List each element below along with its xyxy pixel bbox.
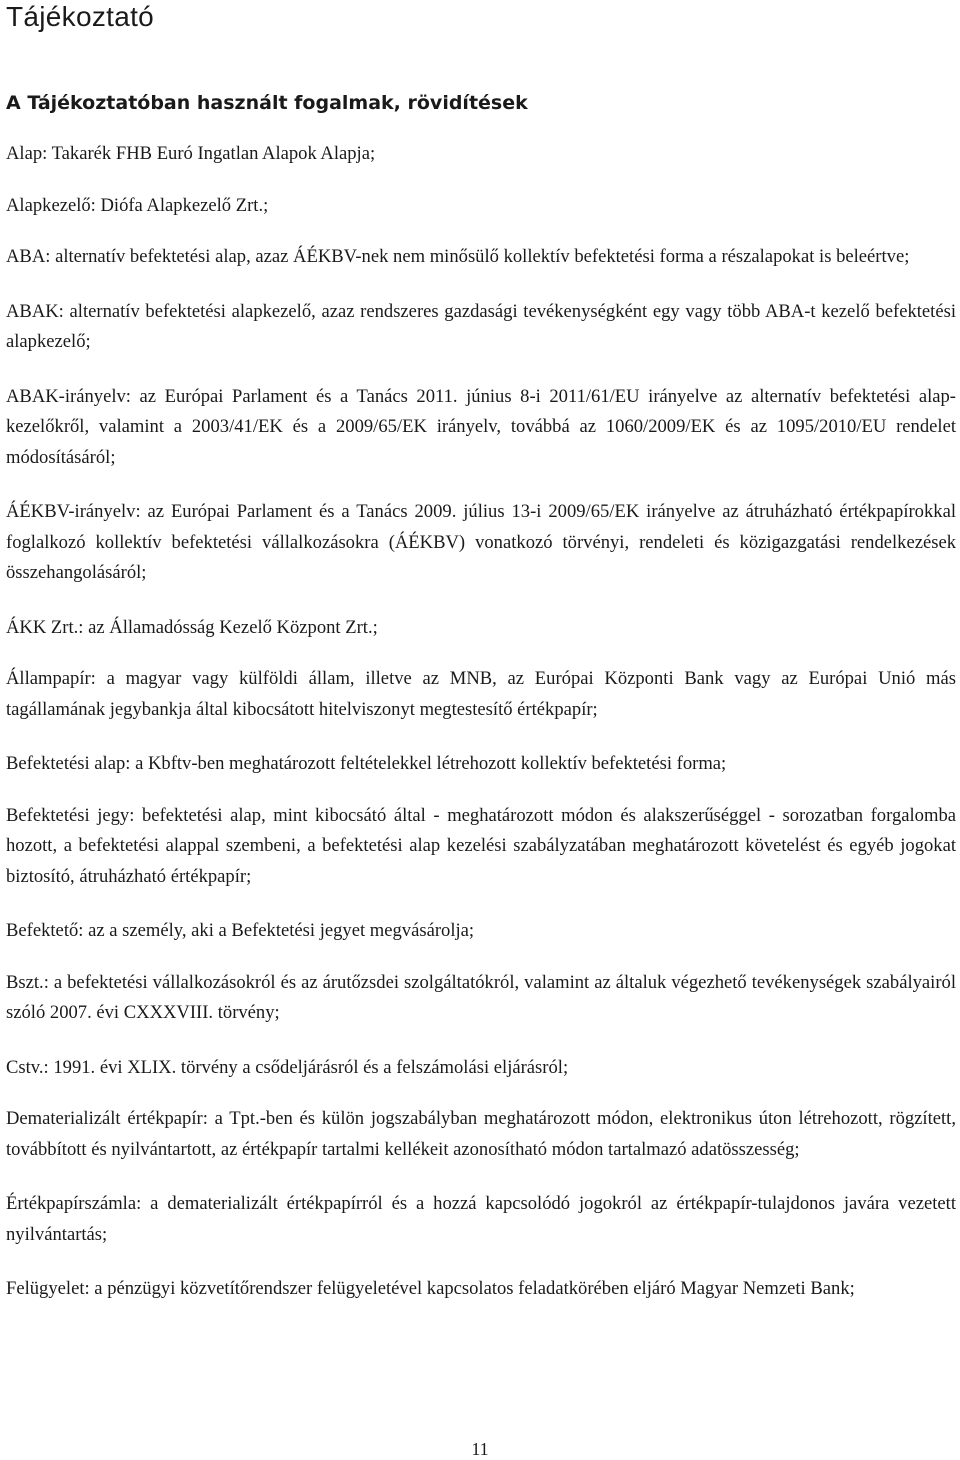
definition-akk: ÁKK Zrt.: az Államadósság Kezelő Központ Zrt.; bbox=[6, 616, 378, 638]
definition-aba: ABA: alternatív befektetési alap, azaz ÁÉKBV-nek nem minősülő kollektív befektetési forma a részalapokat is beleértve; bbox=[6, 246, 910, 267]
definition-dematerializalt-ertekpapir: Dematerializált értékpapír: a Tpt.-ben és külön jogszabályban meghatározott módon, elektronikus úton létrehozott, rögzített, továbbított és nyilvántartott, az értékpapír tartalmi kellékeit azonosítható módon tartalmazó adatösszesség; bbox=[6, 1108, 956, 1160]
definition-aekbv-iranyelv: ÁÉKBV-irányelv: az Európai Parlament és a Tanács 2009. július 13-i 2009/65/EK irányelve az átruházható értékpapírokkal foglalkozó kollektív befektetési vállalkozásokra (ÁÉKBV) vonatkozó törvényi, rendeleti és közigazgatási rendelkezések összehangolásáról; bbox=[6, 501, 956, 583]
definition-alap: Alap: Takarék FHB Euró Ingatlan Alapok Alapja; bbox=[6, 143, 376, 164]
definition-abak-iranyelv: ABAK-irányelv: az Európai Parlament és a Tanács 2011. június 8-i 2011/61/EU irányelve az alternatív befektetési alap-kezelőkről, valamint a 2003/41/EK és a 2009/65/EK irányelv, továbbá az 1060/2009/EK és az 1095/2010/EU rendelet módosításáról; bbox=[6, 385, 956, 468]
definition-ertekpapirszamla: Értékpapírszámla: a dematerializált értékpapírról és a hozzá kapcsolódó jogokról az értékpapír-tulajdonos javára vezetett nyilvántartás; bbox=[6, 1193, 956, 1245]
section-heading: A Tájékoztatóban használt fogalmak, rövidítések bbox=[6, 92, 528, 114]
definition-befekteto: Befektető: az a személy, aki a Befektetési jegyet megvásárolja; bbox=[6, 920, 475, 941]
document-title: Tájékoztató bbox=[6, 1, 155, 32]
definition-abak: ABAK: alternatív befektetési alapkezelő, azaz rendszeres gazdasági tevékenységként egy vagy több ABA-t kezelő befektetési alapkezelő; bbox=[6, 300, 956, 352]
page-number: 11 bbox=[471, 1439, 489, 1459]
definition-befektetesi-jegy: Befektetési jegy: befektetési alap, mint kibocsátó által - meghatározott módon és alakszerűséggel - sorozatban forgalomba hozott, a befektetési alappal szembeni, a befektetési alap kezelési szabályzatában meghatározott követelést és egyéb jogokat biztosító, átruházható értékpapír; bbox=[6, 804, 956, 887]
definition-alapkezelo: Alapkezelő: Diófa Alapkezelő Zrt.; bbox=[6, 194, 269, 216]
definition-felugyelet: Felügyelet: a pénzügyi közvetítőrendszer felügyeletével kapcsolatos feladatkörében eljáró Magyar Nemzeti Bank; bbox=[6, 1278, 855, 1299]
definition-allampapir: Állampapír: a magyar vagy külföldi állam, illetve az MNB, az Európai Központi Bank vagy az Európai Unió más tagállamának jegybankja által kibocsátott hitelviszonyt megtestesítő értékpapír; bbox=[6, 668, 956, 720]
definition-bszt: Bszt.: a befektetési vállalkozásokról és az árutőzsdei szolgáltatókról, valamint az általuk végezhető tevékenységek szabályairól szóló 2007. évi CXXXVIII. törvény; bbox=[6, 971, 956, 1023]
definition-cstv: Cstv.: 1991. évi XLIX. törvény a csődeljárásról és a felszámolási eljárásról; bbox=[6, 1056, 569, 1078]
definition-befektetesi-alap: Befektetési alap: a Kbftv-ben meghatározott feltételekkel létrehozott kollektív befektetési forma; bbox=[6, 753, 727, 774]
definitions-list bbox=[6, 139, 956, 1329]
